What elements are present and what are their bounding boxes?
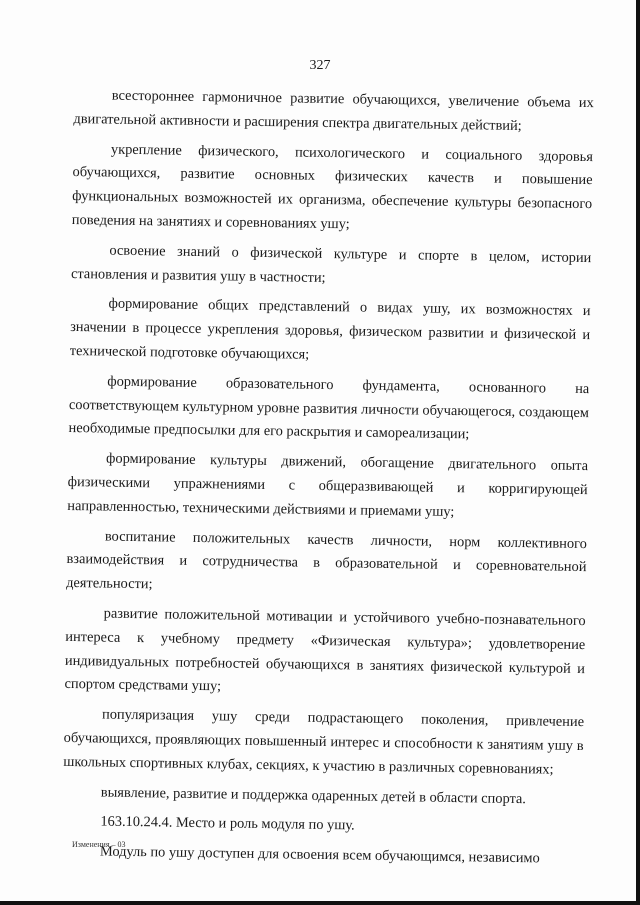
paragraph-positive-motivation: развитие положительной мотивации и устойчивого учебно-познавательного интереса к учебному предмету «Физическая культура»; удовлетворение индивидуальных потребностей обучающихся в занятиях физической культурой и спортом средствами ушу;	[64, 605, 586, 695]
paragraph-personal-qualities: воспитание положительных качеств личности, норм коллективного взаимодействия и сотрудничества в образовательной и соревновательной деятельности;	[66, 528, 587, 593]
page-number: 327	[309, 58, 331, 73]
paragraph-health-strengthening: укрепление физического, психологического и социального здоровья обучающихся, развитие основных физических качеств и повышение функциональных возможностей их организма, обеспечение культуры безопасного поведения на занятиях и соревнованиях ушу;	[71, 141, 594, 233]
paragraph-knowledge-mastery: освоение знаний о физической культуре и спорте в целом, истории становления и развития ушу в частности;	[70, 242, 592, 286]
scan-border-right	[636, 0, 640, 905]
scan-border-bottom	[0, 901, 640, 905]
paragraph-gifted-children: выявление, развитие и поддержка одаренных детей в области спорта.	[100, 784, 527, 807]
paragraph-harmonious-development: всестороннее гармоничное развитие обучающихся, увеличение объема их двигательной активности и расширения спектра двигательных действий;	[73, 87, 594, 134]
paragraph-movement-culture: формирование культуры движений, обогащение двигательного опыта физическими упражнениями с общеразвивающей и корригирующей направленностью, техническими действиями и приемами ушу;	[67, 450, 589, 520]
body-text	[62, 84, 594, 878]
paragraph-module-access: Модуль по ушу доступен для освоения всем обучающимся, независимо	[99, 843, 540, 867]
paragraph-general-concepts: формирование общих представлений о видах ушу, их возможностях и значении в процессе укрепления здоровья, физическом развитии и физической и технической подготовке обучающихся;	[69, 295, 591, 363]
paragraph-educational-foundation: формирование образовательного фундамента, основанного на соответствующем культурном уровне развития личности обучающегося, создающем необходимые предпосылки для его раскрытия и самореализации;	[68, 373, 590, 443]
section-heading: 163.10.24.4. Место и роль модуля по ушу.	[100, 813, 355, 834]
paragraph-popularization: популяризация ушу среди подрастающего поколения, привлечение обучающихся, проявляющих повышенный интерес и способности к занятиям ушу в школьных спортивных клубах, секциях, к участию в различных соревнованиях;	[63, 706, 585, 778]
footer-revision-note: Изменения – 03	[72, 840, 126, 849]
